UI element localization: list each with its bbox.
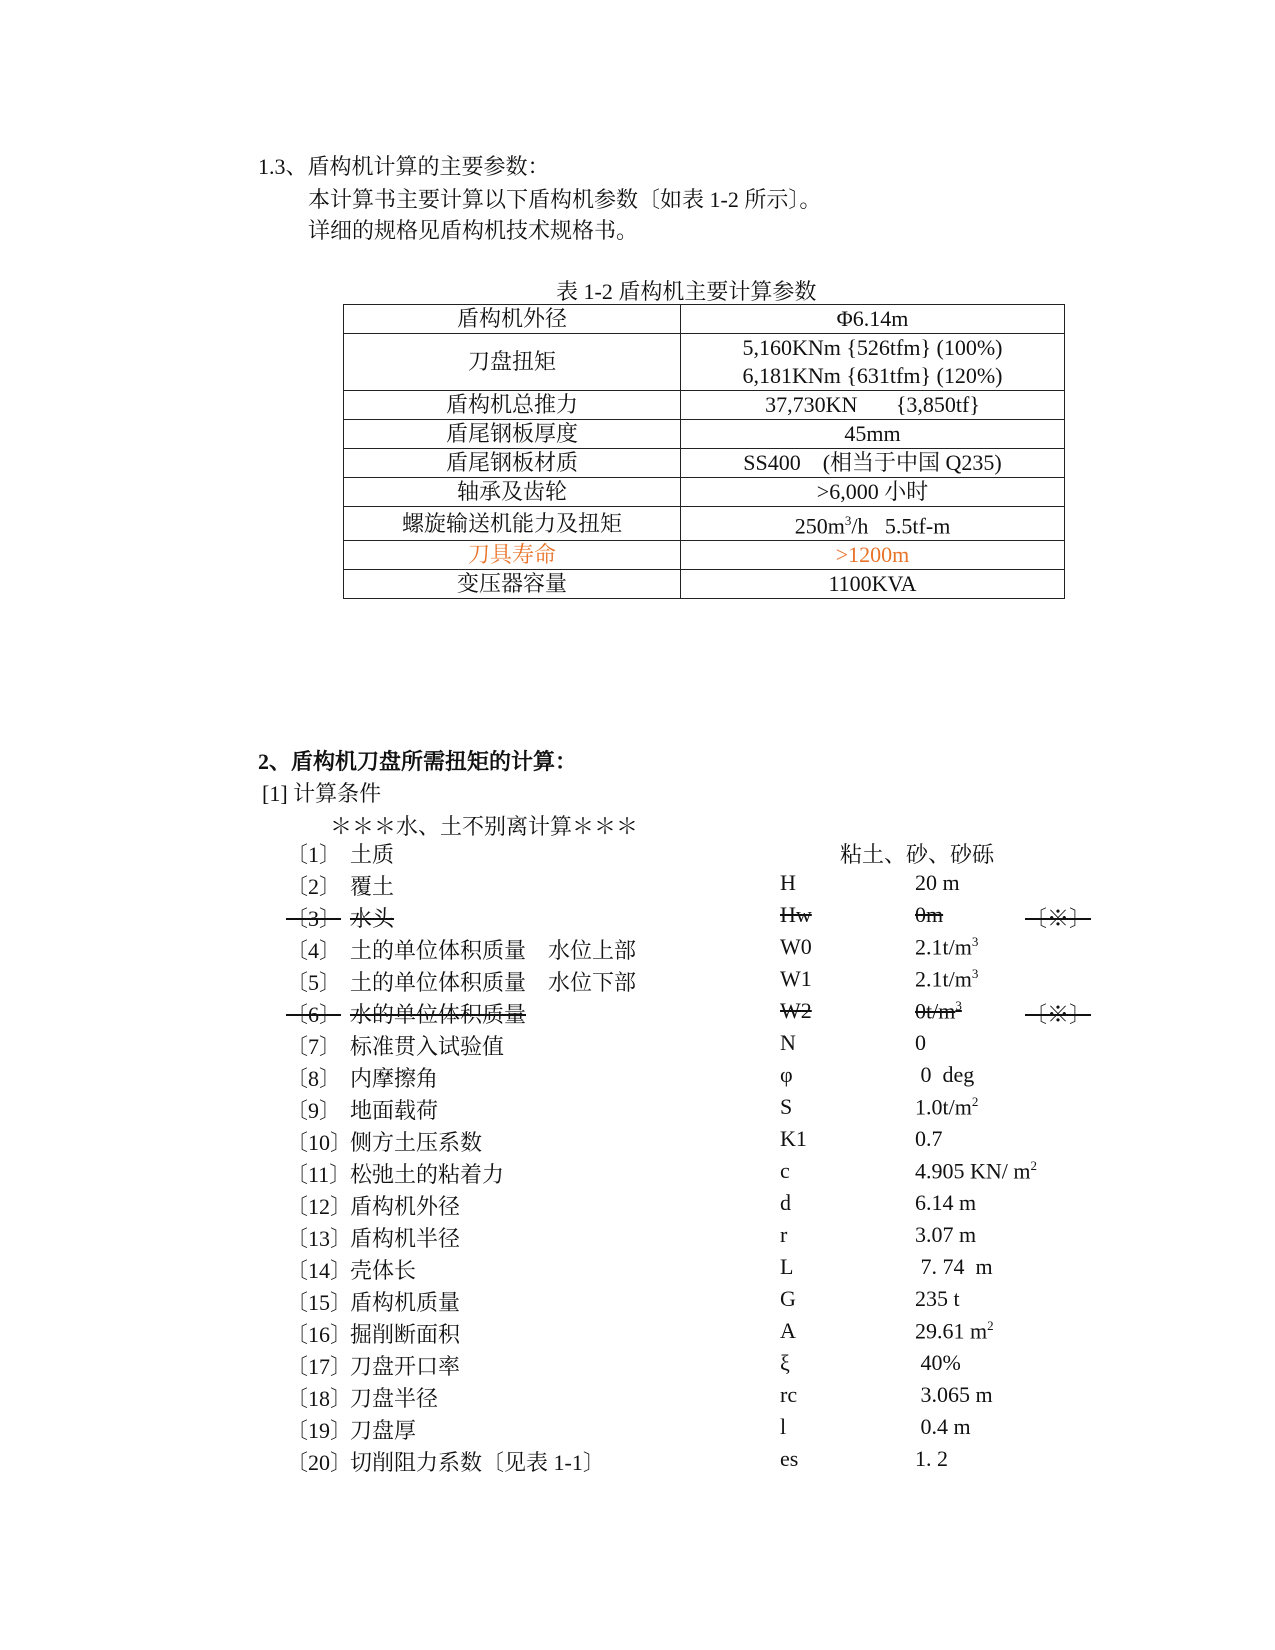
list-item: [0, 1062, 1275, 1094]
spec-value: 45mm: [681, 420, 1065, 449]
param-unit-exponent: 3: [955, 998, 962, 1013]
param-symbol: A: [780, 1318, 796, 1343]
spec-value-line: 6,181KNm {631tfm} (120%): [742, 363, 1003, 388]
table-row-highlighted: [344, 541, 1065, 570]
spec-key: 盾构机外径: [344, 305, 681, 334]
section-1-3-line2: 详细的规格见盾构机技术规格书。: [308, 218, 639, 243]
list-item: [0, 1190, 1275, 1222]
param-index: 〔3〕: [286, 906, 342, 931]
spec-value-sup: 3: [844, 513, 852, 528]
list-item: [0, 1414, 1275, 1446]
param-index: 〔15〕: [286, 1290, 353, 1315]
param-index: 〔4〕: [286, 938, 342, 963]
param-unit-exponent: 2: [971, 1094, 979, 1109]
param-symbol: L: [780, 1254, 794, 1279]
param-index: 〔10〕: [286, 1130, 353, 1155]
spec-key: 轴承及齿轮: [344, 478, 681, 507]
spec-key: 盾构机总推力: [344, 391, 681, 420]
param-label: 盾构机质量: [350, 1290, 461, 1315]
param-value: 6.14 m: [915, 1190, 977, 1215]
param-value: 7. 74 m: [915, 1254, 993, 1279]
list-item: [0, 1030, 1275, 1062]
param-flag: 〔※〕: [1025, 1002, 1092, 1027]
param-label: 土质: [350, 842, 395, 867]
param-symbol: l: [780, 1414, 787, 1439]
param-symbol: N: [780, 1030, 796, 1055]
spec-key: 盾尾钢板厚度: [344, 420, 681, 449]
param-label: 盾构机半径: [350, 1226, 461, 1251]
list-item: [0, 1094, 1275, 1126]
param-value: 29.61 $m^2$: [915, 1318, 994, 1344]
param-value: 4.905 KN/ $m^2$: [915, 1158, 1037, 1184]
param-label: 覆土: [350, 874, 395, 899]
table-row: [344, 570, 1065, 599]
param-label: 刀盘开口率: [350, 1354, 461, 1379]
param-symbol: S: [780, 1094, 793, 1119]
param-index: 〔20〕: [286, 1450, 353, 1475]
list-item: [0, 902, 1275, 934]
section-1-3-line1: 本计算书主要计算以下盾构机参数〔如表 1-2 所示〕。: [308, 187, 822, 212]
section-2-note: ＊＊＊水、土不别离计算＊＊＊: [330, 814, 639, 839]
param-index: 〔2〕: [286, 874, 342, 899]
param-label: 盾构机外径: [350, 1194, 461, 1219]
param-label: 松弛土的粘着力: [350, 1162, 505, 1187]
param-index: 〔18〕: [286, 1386, 353, 1411]
list-item: [0, 966, 1275, 998]
param-label: 侧方土压系数: [350, 1130, 483, 1155]
spec-value: SS400 (相当于中国 Q235): [681, 449, 1065, 478]
param-value: 粘土、砂、砂砾: [840, 842, 995, 867]
param-label: 刀盘厚: [350, 1418, 417, 1443]
param-symbol: es: [780, 1446, 799, 1471]
parameter-list: [0, 838, 1275, 1478]
spec-key: 刀具寿命: [344, 541, 681, 570]
param-symbol: W1: [780, 966, 812, 991]
table-row: [344, 449, 1065, 478]
table-row: [344, 478, 1065, 507]
param-label: 水的单位体积质量: [350, 1002, 527, 1027]
table-row: [344, 420, 1065, 449]
param-index: 〔17〕: [286, 1354, 353, 1379]
table-row: [344, 391, 1065, 420]
param-index: 〔16〕: [286, 1322, 353, 1347]
list-item: [0, 1254, 1275, 1286]
param-unit-exponent: 2: [1030, 1158, 1037, 1173]
section-1-3-title: 1.3、盾构机计算的主要参数：: [258, 154, 550, 179]
spec-value: 37,730KN {3,850tf}: [681, 391, 1065, 420]
spec-value: >6,000 小时: [681, 478, 1065, 507]
list-item: [0, 838, 1275, 870]
param-index: 〔9〕: [286, 1098, 342, 1123]
list-item: [0, 1286, 1275, 1318]
param-value: 235 t: [915, 1286, 960, 1311]
param-label: 地面载荷: [350, 1098, 439, 1123]
param-label: 内摩擦角: [350, 1066, 439, 1091]
param-value: 0: [915, 1030, 926, 1055]
param-label: 水头: [350, 906, 395, 931]
param-unit-exponent: 3: [971, 966, 979, 981]
spec-value: 1100KVA: [681, 570, 1065, 599]
param-symbol: rc: [780, 1382, 798, 1407]
param-index: 〔7〕: [286, 1034, 342, 1059]
param-symbol: H: [780, 870, 796, 895]
param-symbol: W0: [780, 934, 812, 959]
param-value: $1.0t/m^2$: [915, 1094, 979, 1120]
param-label: 壳体长: [350, 1258, 417, 1283]
param-unit-exponent: 2: [987, 1318, 994, 1333]
param-value: 0m: [915, 902, 944, 927]
param-label: 掘削断面积: [350, 1322, 461, 1347]
param-value: 0.4 m: [915, 1414, 971, 1439]
param-value: $2.1t/m^3$: [915, 966, 979, 992]
param-value: 0 deg: [915, 1062, 975, 1087]
param-symbol: W2: [780, 998, 812, 1023]
param-label: 土的单位体积质量 水位上部: [350, 938, 637, 963]
spec-value: Φ6.14m: [681, 305, 1065, 334]
section-2-title: 2、盾构机刀盘所需扭矩的计算：: [258, 749, 578, 774]
param-value: 3.07 m: [915, 1222, 977, 1247]
spec-table: [343, 304, 1065, 599]
spec-key: 盾尾钢板材质: [344, 449, 681, 478]
param-symbol: G: [780, 1286, 796, 1311]
param-value: 20 m: [915, 870, 960, 895]
param-index: 〔1〕: [286, 842, 342, 867]
param-index: 〔6〕: [286, 1002, 342, 1027]
spec-value-part: 250m: [794, 513, 845, 539]
param-index: 〔13〕: [286, 1226, 353, 1251]
param-symbol: c: [780, 1158, 790, 1183]
param-index: 〔14〕: [286, 1258, 353, 1283]
table-row: [344, 305, 1065, 334]
spec-value: [681, 334, 1065, 391]
param-value: $2.1t/m^3$: [915, 934, 979, 960]
param-symbol: K1: [780, 1126, 807, 1151]
list-item: [0, 998, 1275, 1030]
param-flag: 〔※〕: [1025, 906, 1092, 931]
param-value: 0.7: [915, 1126, 943, 1151]
param-symbol: d: [780, 1190, 791, 1215]
spec-value-part: /h 5.5tf-m: [851, 513, 951, 539]
param-index: 〔8〕: [286, 1066, 342, 1091]
list-item: [0, 1318, 1275, 1350]
param-symbol: ξ: [780, 1350, 790, 1375]
table-caption: 表 1-2 盾构机主要计算参数: [556, 279, 817, 304]
param-label: 土的单位体积质量 水位下部: [350, 970, 637, 995]
param-index: 〔5〕: [286, 970, 342, 995]
param-index: 〔19〕: [286, 1418, 353, 1443]
spec-key: 刀盘扭矩: [344, 334, 681, 391]
param-index: 〔12〕: [286, 1194, 353, 1219]
list-item: [0, 934, 1275, 966]
list-item: [0, 1222, 1275, 1254]
param-label: 标准贯入试验值: [350, 1034, 505, 1059]
section-2-subtitle: [1] 计算条件: [262, 781, 382, 806]
spec-value: [681, 507, 1065, 541]
table-row: [344, 507, 1065, 541]
param-symbol: φ: [780, 1062, 793, 1087]
param-label: 刀盘半径: [350, 1386, 439, 1411]
param-value: 1. 2: [915, 1446, 948, 1471]
param-symbol: Hw: [780, 902, 812, 927]
param-symbol: r: [780, 1222, 788, 1247]
list-item: [0, 1350, 1275, 1382]
spec-key: 变压器容量: [344, 570, 681, 599]
list-item: [0, 870, 1275, 902]
param-value: 40%: [915, 1350, 961, 1375]
list-item: [0, 1446, 1275, 1478]
list-item: [0, 1382, 1275, 1414]
spec-value: >1200m: [681, 541, 1065, 570]
param-value: 3.065 m: [915, 1382, 993, 1407]
list-item: [0, 1158, 1275, 1190]
spec-key: 螺旋输送机能力及扭矩: [344, 507, 681, 541]
param-unit-exponent: 3: [971, 934, 979, 949]
param-index: 〔11〕: [286, 1162, 352, 1187]
param-value: $0t/m^3$: [915, 998, 962, 1024]
param-label: 切削阻力系数〔见表 1-1〕: [350, 1450, 605, 1475]
list-item: [0, 1126, 1275, 1158]
spec-value-line: 5,160KNm {526tfm} (100%): [742, 335, 1003, 360]
table-row: [344, 334, 1065, 391]
